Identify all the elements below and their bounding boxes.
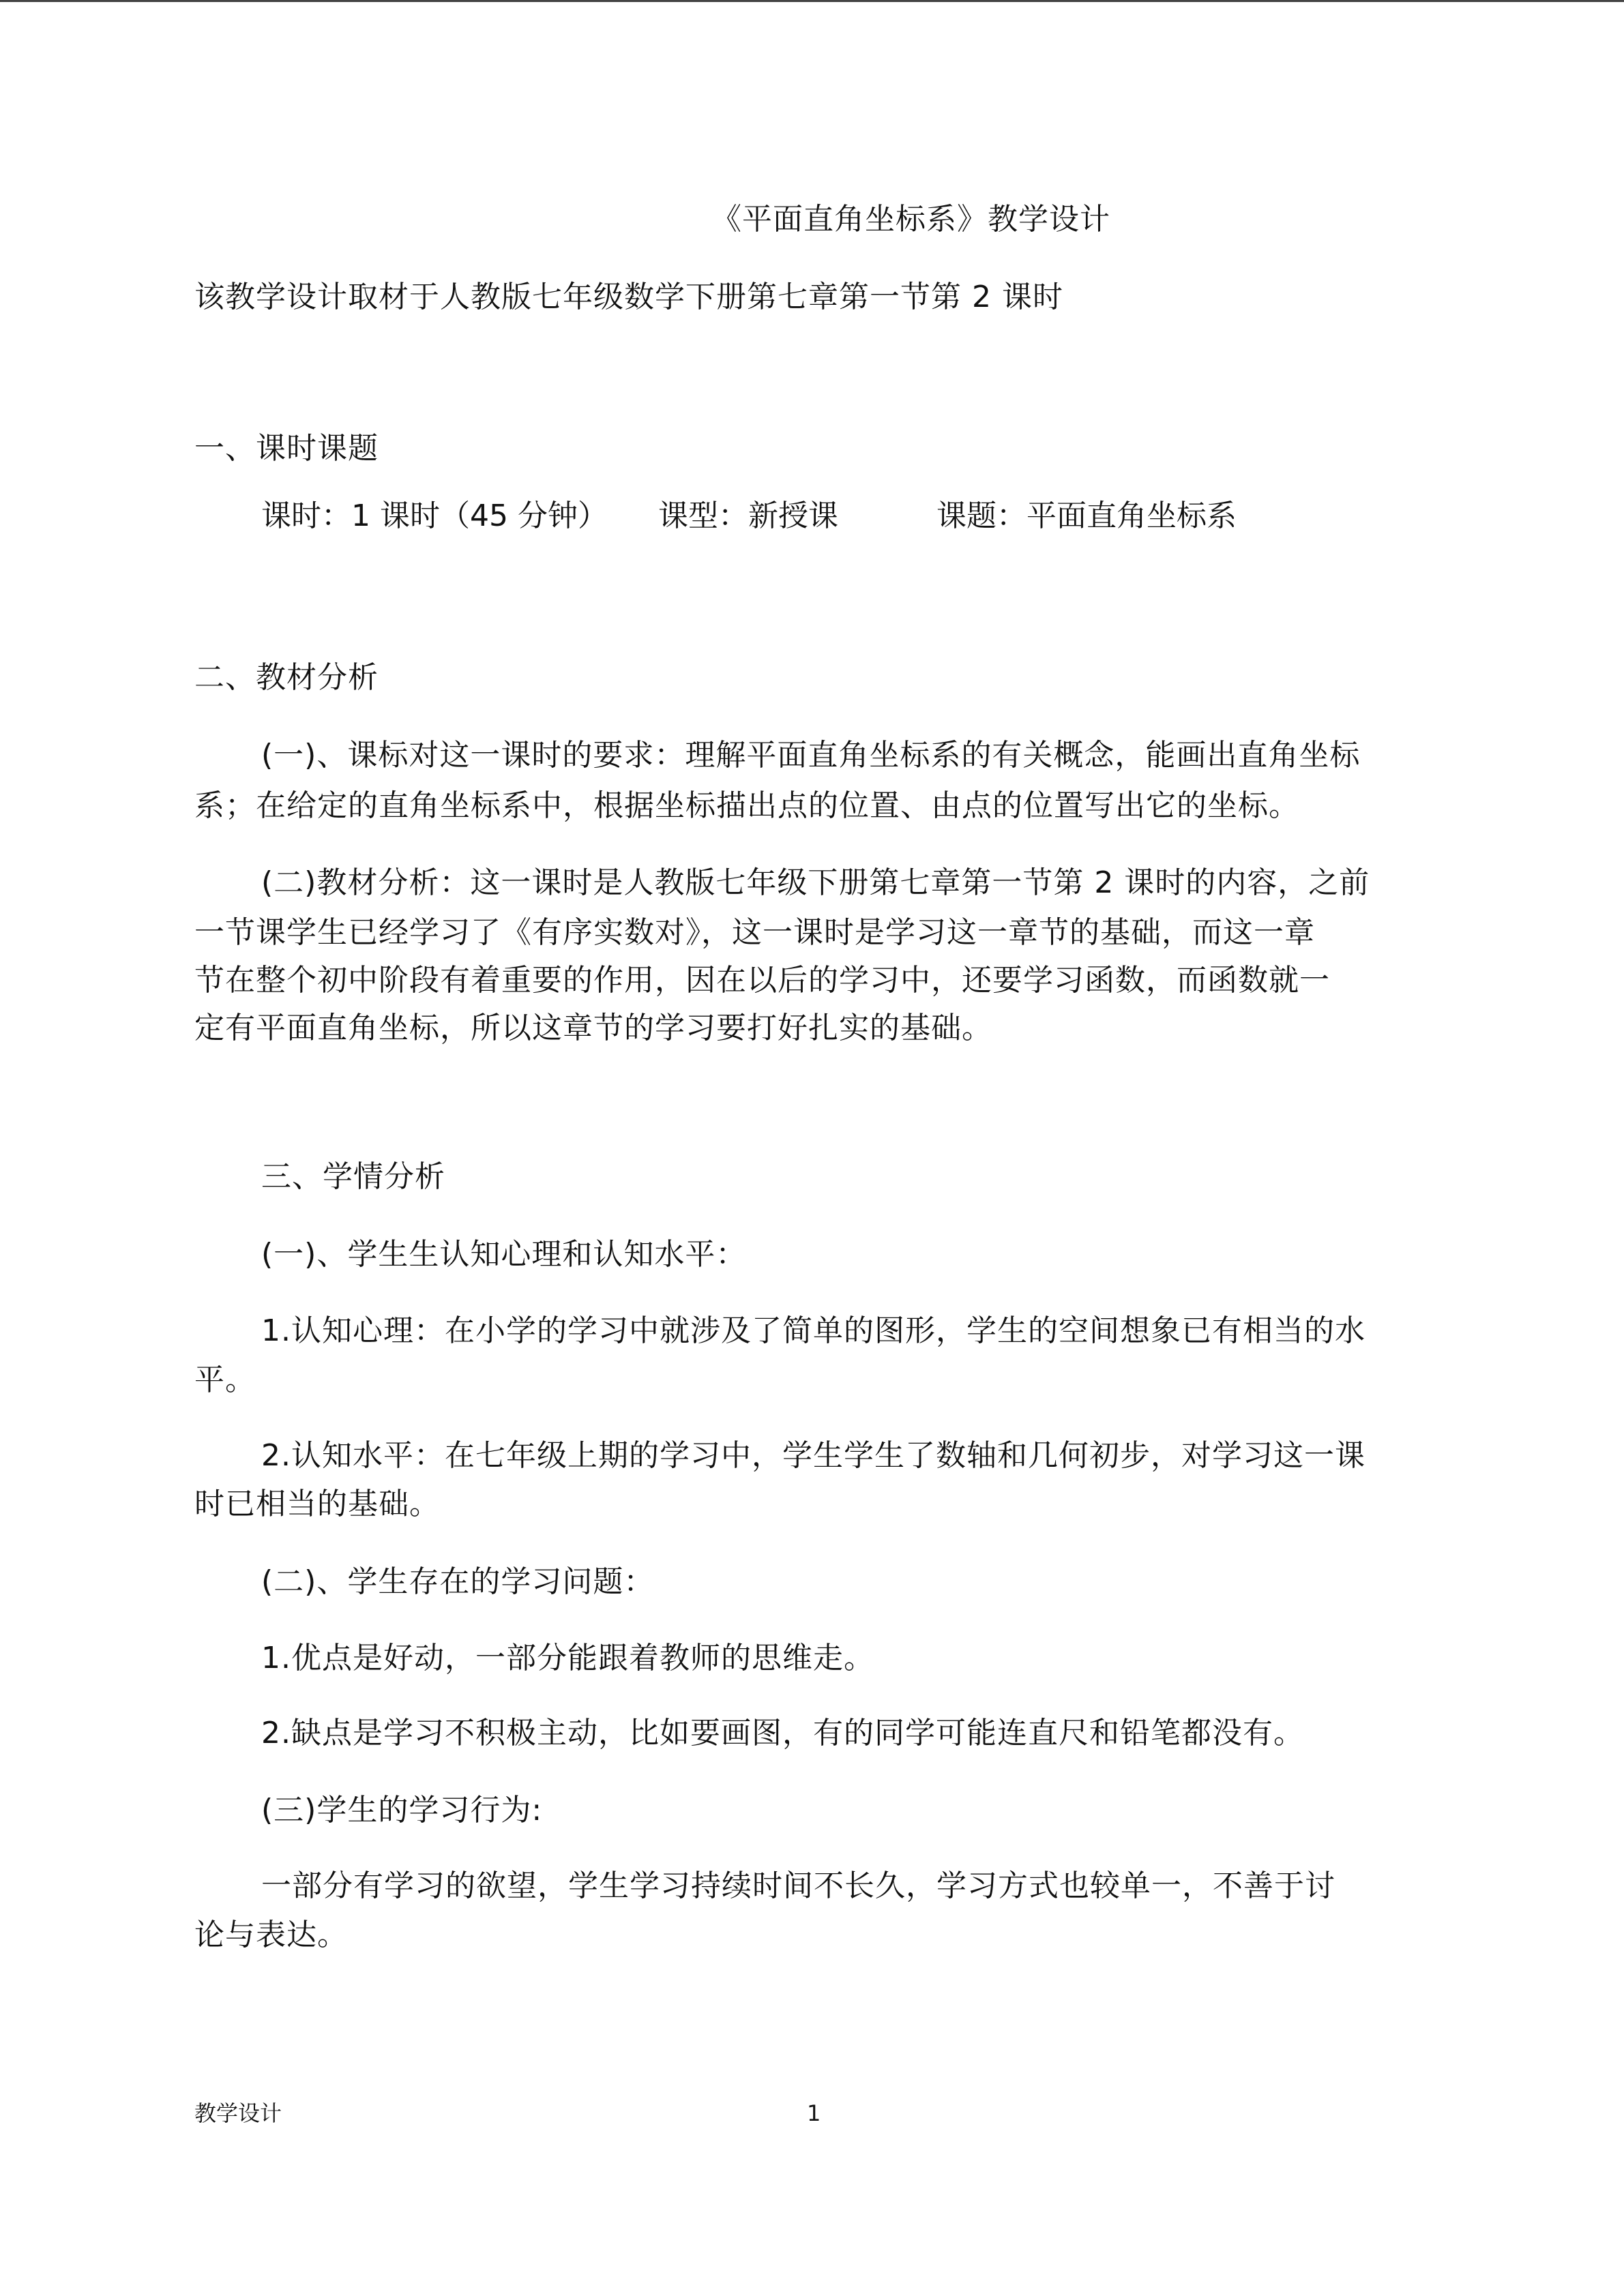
- section-heading-lesson-topic: 一、课时课题: [194, 431, 379, 466]
- paragraph-line: (二)教材分析：这一课时是人教版七年级下册第七章第一节第 2 课时的内容，之前: [261, 865, 1370, 900]
- document-intro: 该教学设计取材于人教版七年级数学下册第七章第一节第 2 课时: [194, 280, 1063, 314]
- list-item: 1.优点是好动，一部分能跟着教师的思维走。: [261, 1641, 874, 1675]
- paragraph-line: (一)、课标对这一课时的要求：理解平面直角坐标系的有关概念，能画出直角坐标: [261, 738, 1361, 773]
- lesson-topic: 课题：平面直角坐标系: [936, 498, 1237, 533]
- subheading-problems: (二)、学生存在的学习问题：: [261, 1564, 655, 1599]
- subheading-cognition: (一)、学生生认知心理和认知水平：: [261, 1237, 747, 1272]
- section-heading-student-analysis: 三、学情分析: [261, 1159, 445, 1194]
- document-title: 《平面直角坐标系》教学设计: [711, 202, 1110, 237]
- paragraph-line: 2.认知水平：在七年级上期的学习中，学生学生了数轴和几何初步，对学习这一课: [261, 1438, 1365, 1473]
- paragraph-line: 节在整个初中阶段有着重要的作用，因在以后的学习中，还要学习函数，而函数就一: [194, 963, 1330, 998]
- paragraph-line: 时已相当的基础。: [194, 1487, 440, 1521]
- paragraph-line: 平。: [194, 1362, 256, 1397]
- lesson-duration: 课时：1 课时（45 分钟）: [261, 498, 608, 533]
- lesson-type: 课型：新授课: [658, 498, 838, 533]
- paragraph-line: 定有平面直角坐标，所以这章节的学习要打好扎实的基础。: [194, 1011, 992, 1045]
- page-top-border: [0, 0, 1624, 2]
- paragraph-line: 一节课学生已经学习了《有序实数对》，这一课时是学习这一章节的基础，而这一章: [194, 915, 1315, 950]
- page-number: 1: [807, 2100, 821, 2126]
- paragraph-line: 1.认知心理：在小学的学习中就涉及了简单的图形，学生的空间想象已有相当的水: [261, 1313, 1365, 1348]
- lesson-meta-row: [261, 496, 1237, 537]
- paragraph-line: 一部分有学习的欲望，学生学习持续时间不长久，学习方式也较单一，不善于讨: [261, 1868, 1335, 1903]
- footer-label: 教学设计: [194, 2100, 282, 2126]
- section-heading-material-analysis: 二、教材分析: [194, 660, 379, 695]
- paragraph-line: 系；在给定的直角坐标系中，根据坐标描出点的位置、由点的位置写出它的坐标。: [194, 788, 1299, 823]
- subheading-behavior: (三)学生的学习行为:: [261, 1793, 543, 1828]
- list-item: 2.缺点是学习不积极主动，比如要画图，有的同学可能连直尺和铅笔都没有。: [261, 1716, 1304, 1750]
- paragraph-line: 论与表达。: [194, 1918, 348, 1952]
